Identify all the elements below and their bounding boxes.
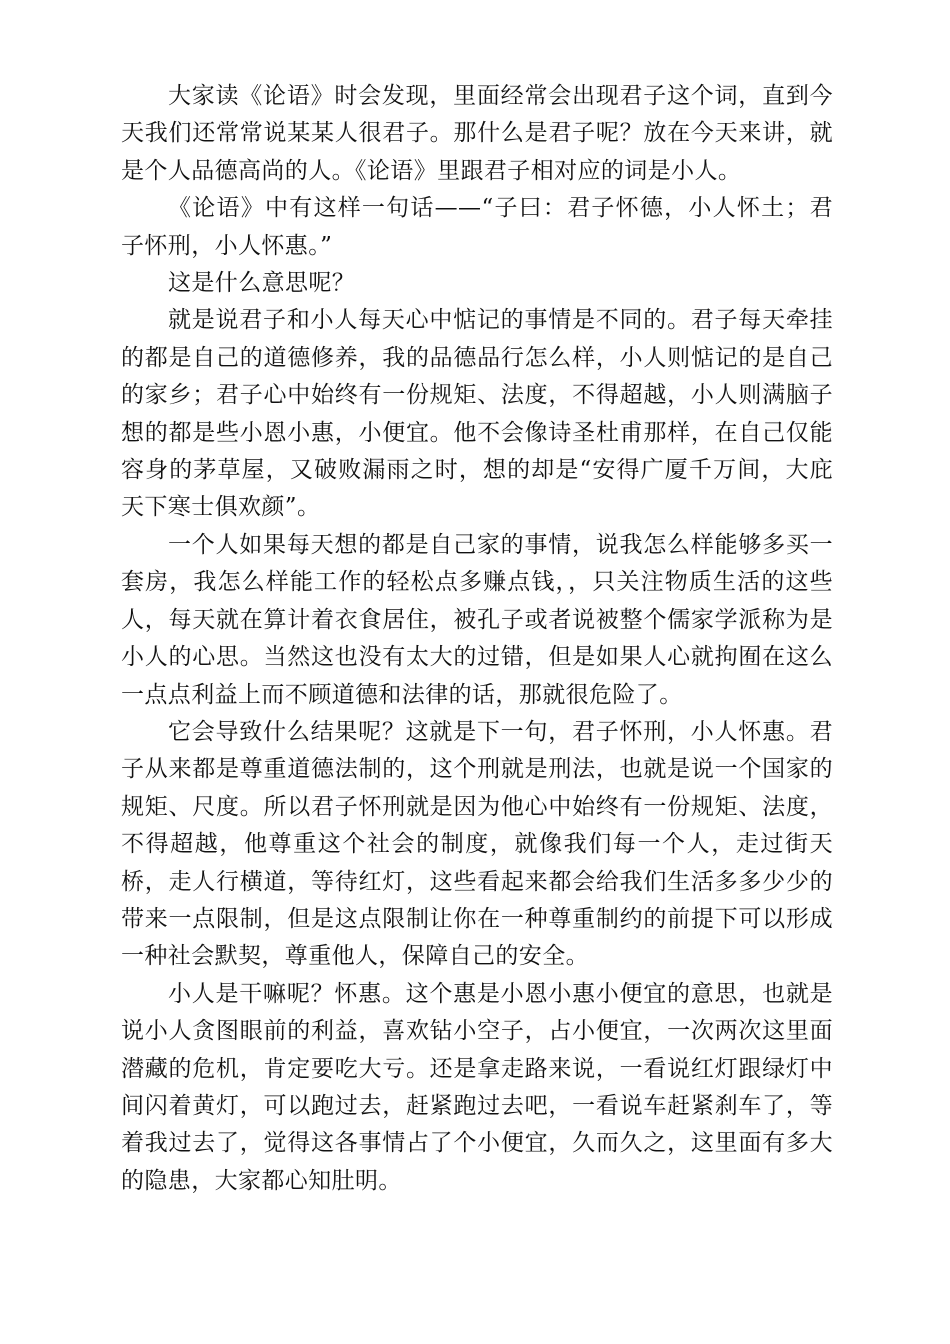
- document-body: [121, 78, 833, 1200]
- paragraph-1: 大家读《论语》时会发现，里面经常会出现君子这个词，直到今天我们还常常说某某人很君子。那什么是君子呢？放在今天来讲，就是个人品德高尚的人。《论语》里跟君子相对应的词是小人。: [121, 83, 833, 184]
- paragraph-2: 《论语》中有这样一句话——“子曰：君子怀德，小人怀土；君子怀刑，小人怀惠。”: [121, 195, 833, 259]
- paragraph-7: 小人是干嘛呢？怀惠。这个惠是小恩小惠小便宜的意思，也就是说小人贪图眼前的利益，喜欢钻小空子，占小便宜，一次两次这里面潜藏的危机，肯定要吃大亏。还是拿走路来说，一看说红灯跟绿灯中间闪着黄灯，可以跑过去，赶紧跑过去吧，一看说车赶紧刹车了，等着我过去了，觉得这各事情占了个小便宜，久而久之，这里面有多大的隐患，大家都心知肚明。: [121, 980, 833, 1194]
- paragraph-5: 一个人如果每天想的都是自己家的事情，说我怎么样能够多买一套房，我怎么样能工作的轻松点多赚点钱，，只关注物质生活的这些人，每天就在算计着衣食居住，被孔子或者说被整个儒家学派称为是小人的心思。当然这也没有太大的过错，但是如果人心就拘囿在这么一点点利益上而不顾道德和法律的话，那就很危险了。: [121, 531, 833, 708]
- paragraph-4: 就是说君子和小人每天心中惦记的事情是不同的。君子每天牵挂的都是自己的道德修养，我的品德品行怎么样，小人则惦记的是自己的家乡；君子心中始终有一份规矩、法度，不得超越，小人则满脑子想的都是些小恩小惠，小便宜。他不会像诗圣杜甫那样，在自己仅能容身的茅草屋，又破败漏雨之时，想的却是“安得广厦千万间，大庇天下寒士俱欢颜”。: [121, 307, 833, 521]
- paragraph-6: 它会导致什么结果呢？这就是下一句，君子怀刑，小人怀惠。君子从来都是尊重道德法制的，这个刑就是刑法，也就是说一个国家的规矩、尺度。所以君子怀刑就是因为他心中始终有一份规矩、法度，不得超越，他尊重这个社会的制度，就像我们每一个人，走过街天桥，走人行横道，等待红灯，这些看起来都会给我们生活多多少少的带来一点限制，但是这点限制让你在一种尊重制约的前提下可以形成一种社会默契，尊重他人，保障自己的安全。: [121, 718, 833, 970]
- paragraph-3: 这是什么意思呢？: [168, 270, 356, 297]
